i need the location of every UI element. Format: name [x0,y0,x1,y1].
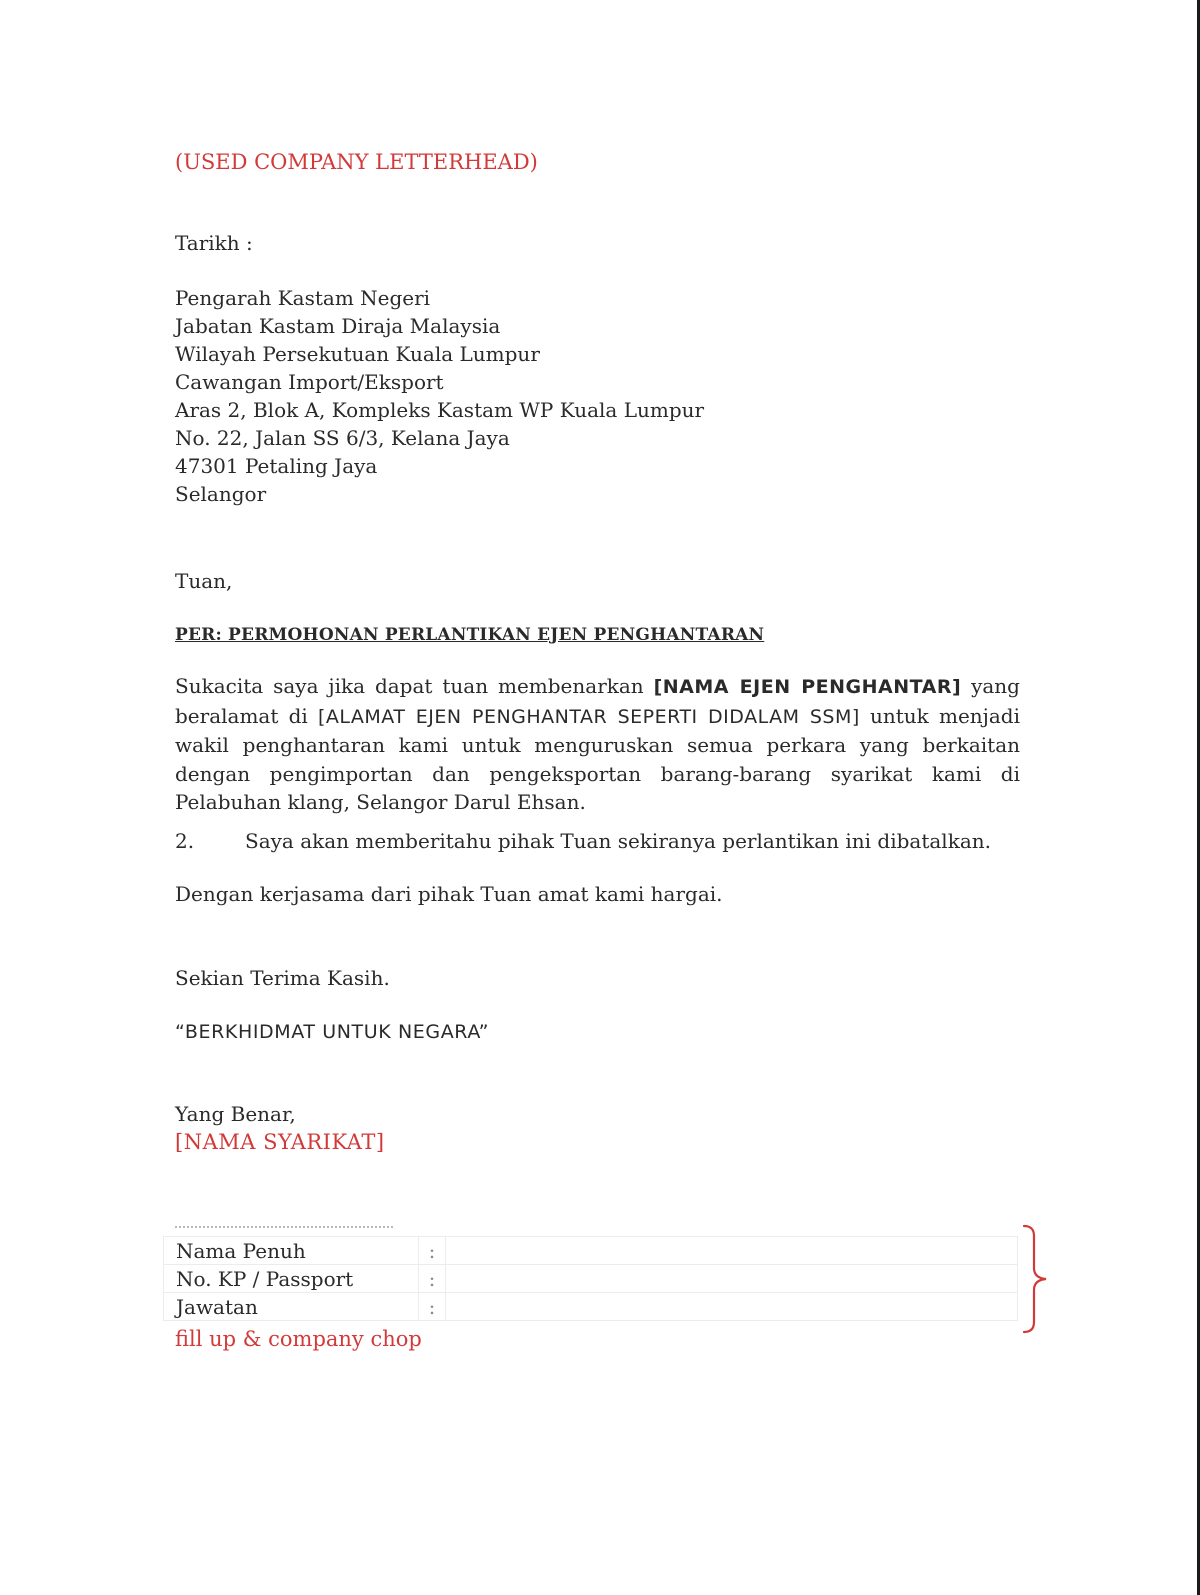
curly-brace-annotation [1020,1222,1060,1337]
thanks-line: Sekian Terima Kasih. [175,966,390,990]
letterhead-placeholder: (USED COMPANY LETTERHEAD) [175,150,538,174]
field-colon: : [419,1237,446,1265]
address-line: Aras 2, Blok A, Kompleks Kastam WP Kuala Lumpur [175,398,705,422]
signature-line [175,1226,393,1228]
point-text: Saya akan memberitahu pihak Tuan sekiranya perlantikan ini dibatalkan. [245,829,991,853]
subject-line: PER: PERMOHONAN PERLANTIKAN EJEN PENGHANTARAN [175,625,765,645]
date-label: Tarikh : [175,231,253,255]
table-row [164,1265,1018,1293]
point-number: 2. [175,829,195,853]
signature-details-table [163,1236,1018,1321]
paragraph-text: untuk menjadi wakil penghantaran kami untuk menguruskan semua perkara yang berkaitan dengan pengimportan dan pengeksportan barang-barang syarikat kami di Pelabuhan klang, Selangor Darul Ehsan. [175,703,1020,814]
address-line: Wilayah Persekutuan Kuala Lumpur [175,342,540,366]
field-label-position: Jawatan [164,1293,419,1321]
address-line: Pengarah Kastam Negeri [175,286,431,310]
agent-address-placeholder: [ALAMAT EJEN PENGHANTAR SEPERTI DIDALAM SSM] [317,705,860,728]
address-line: No. 22, Jalan SS 6/3, Kelana Jaya [175,426,510,450]
closing-line: Dengan kerjasama dari pihak Tuan amat kami hargai. [175,882,723,906]
salutation: Tuan, [175,569,233,593]
paragraph-text: Sukacita saya jika dapat tuan membenarkan [175,674,654,698]
table-row [164,1293,1018,1321]
field-value-ic-passport[interactable] [446,1265,1018,1293]
motto: “BERKHIDMAT UNTUK NEGARA” [175,1021,490,1043]
sign-off: Yang Benar, [175,1102,296,1126]
field-value-position[interactable] [446,1293,1018,1321]
field-value-full-name[interactable] [446,1237,1018,1265]
body-paragraph-1 [175,672,1020,817]
field-colon: : [419,1293,446,1321]
agent-name-placeholder: [NAMA EJEN PENGHANTAR] [653,676,962,698]
body-point-2 [175,827,991,855]
company-name-placeholder: [NAMA SYARIKAT] [175,1130,385,1154]
address-line: Cawangan Import/Eksport [175,370,444,394]
fill-instruction-note: fill up & company chop [175,1327,422,1351]
table-row [164,1237,1018,1265]
field-label-full-name: Nama Penuh [164,1237,419,1265]
recipient-address [175,284,704,508]
address-line: 47301 Petaling Jaya [175,454,378,478]
address-line: Selangor [175,482,267,506]
address-line: Jabatan Kastam Diraja Malaysia [175,314,501,338]
field-colon: : [419,1265,446,1293]
field-label-ic-passport: No. KP / Passport [164,1265,419,1293]
paragraph-text: yang beralamat di [175,674,1020,728]
